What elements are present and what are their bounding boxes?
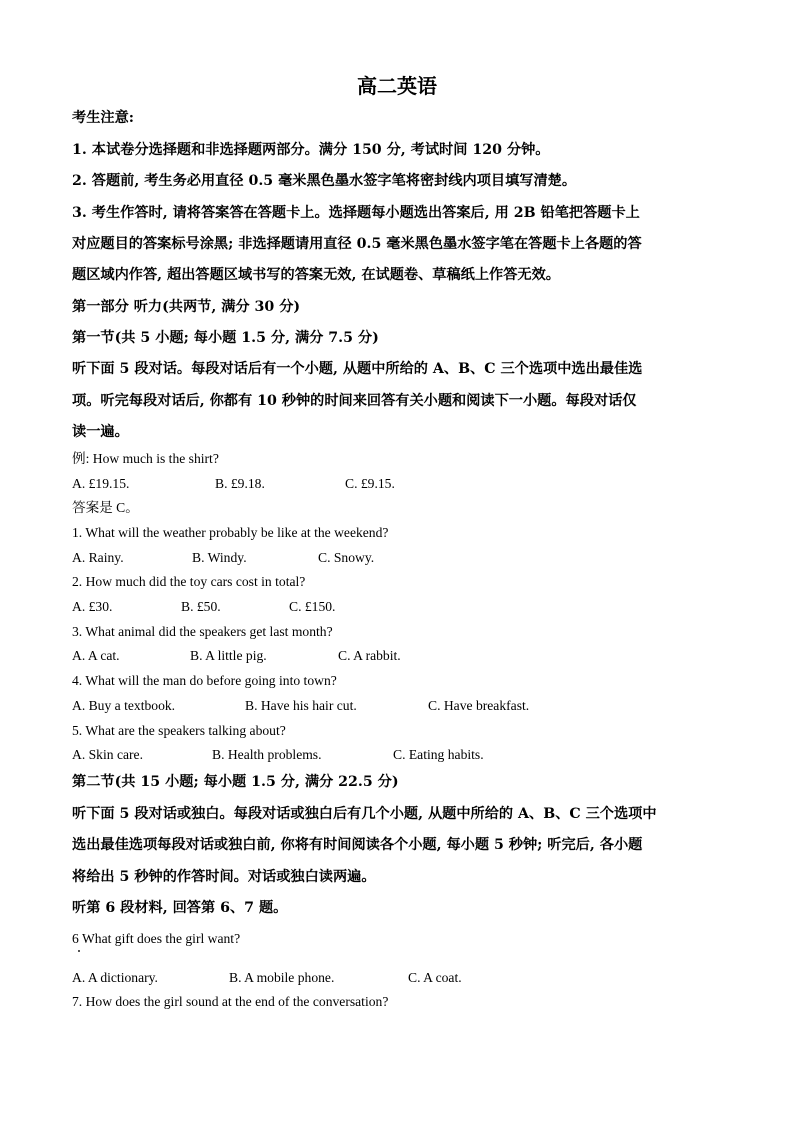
material-6-heading: 听第 6 段材料, 回答第 6、7 题。 xyxy=(72,900,288,916)
q5-option-a: A. Skin care. xyxy=(72,747,143,762)
section1-instruction-2: 项。听完每段对话后, 你都有 10 秒钟的时间来回答有关小题和阅读下一小题。每段对话仅 xyxy=(72,393,637,409)
section2-instruction-3: 将给出 5 秒钟的作答时间。对话或独白读两遍。 xyxy=(72,869,376,885)
q3-option-c: C. A rabbit. xyxy=(338,648,401,663)
question-3: 3. What animal did the speakers get last month? xyxy=(72,624,333,639)
section2-heading: 第二节(共 15 小题; 每小题 1.5 分, 满分 22.5 分) xyxy=(72,774,399,790)
notice-item-3-cont-1: 对应题目的答案标号涂黑; 非选择题请用直径 0.5 毫米黑色墨水签字笔在答题卡上各题的答 xyxy=(72,236,642,252)
section2-instruction-2: 选出最佳选项每段对话或独白前, 你将有时间阅读各个小题, 每小题 5 秒钟; 听完后, 各小题 xyxy=(72,837,643,853)
question-1: 1. What will the weather probably be like at the weekend? xyxy=(72,525,389,540)
notice-item-1: 1. 本试卷分选择题和非选择题两部分。满分 150 分, 考试时间 120 分钟。 xyxy=(72,142,550,158)
q4-option-a: A. Buy a textbook. xyxy=(72,698,176,713)
q5-option-c: C. Eating habits. xyxy=(393,747,484,762)
q3-option-a: A. A cat. xyxy=(72,648,120,663)
example-option-b: B. £9.18. xyxy=(215,476,265,491)
q2-option-a: A. £30. xyxy=(72,599,113,614)
example-answer: 答案是 C。 xyxy=(72,500,139,515)
page-title: 高二英语 xyxy=(357,74,437,98)
q4-option-c: C. Have breakfast. xyxy=(428,698,530,713)
section1-instruction-1: 听下面 5 段对话。每段对话后有一个小题, 从题中所给的 A、B、C 三个选项中选出最佳选 xyxy=(72,361,643,377)
notice-heading: 考生注意: xyxy=(72,110,134,126)
q1-option-a: A. Rainy. xyxy=(72,550,124,565)
section1-heading: 第一节(共 5 小题; 每小题 1.5 分, 满分 7.5 分) xyxy=(72,330,379,346)
q2-option-c: C. £150. xyxy=(289,599,336,614)
notice-item-3-cont-2: 题区域内作答, 超出答题区域书写的答案无效, 在试题卷、草稿纸上作答无效。 xyxy=(72,267,560,283)
notice-item-2: 2. 答题前, 考生务必用直径 0.5 毫米黑色墨水签字笔将密封线内项目填写清楚。 xyxy=(72,173,577,189)
q6-option-c: C. A coat. xyxy=(408,970,462,985)
example-question: 例: How much is the shirt? xyxy=(72,451,219,466)
section1-instruction-3: 读一遍。 xyxy=(72,424,129,440)
q1-option-c: C. Snowy. xyxy=(318,550,375,565)
question-4: 4. What will the man do before going into town? xyxy=(72,673,337,688)
q3-option-b: B. A little pig. xyxy=(190,648,267,663)
part1-heading: 第一部分 听力(共两节, 满分 30 分) xyxy=(72,299,301,315)
question-5: 5. What are the speakers talking about? xyxy=(72,723,286,738)
section2-instruction-1: 听下面 5 段对话或独白。每段对话或独白后有几个小题, 从题中所给的 A、B、C 三个选项中 xyxy=(72,806,657,822)
q2-option-b: B. £50. xyxy=(181,599,221,614)
q6-option-a: A. A dictionary. xyxy=(72,970,158,985)
q5-option-b: B. Health problems. xyxy=(212,747,322,762)
notice-item-3: 3. 考生作答时, 请将答案答在答题卡上。选择题每小题选出答案后, 用 2B 铅笔把答题卡上 xyxy=(72,205,640,221)
question-2: 2. How much did the toy cars cost in total? xyxy=(72,574,306,589)
stray-dot xyxy=(78,950,80,952)
example-option-a: A. £19.15. xyxy=(72,476,130,491)
question-6: 6 What gift does the girl want? xyxy=(72,931,241,946)
q4-option-b: B. Have his hair cut. xyxy=(245,698,357,713)
q6-option-b: B. A mobile phone. xyxy=(229,970,335,985)
question-7: 7. How does the girl sound at the end of the conversation? xyxy=(72,994,389,1009)
q1-option-b: B. Windy. xyxy=(192,550,247,565)
example-option-c: C. £9.15. xyxy=(345,476,395,491)
